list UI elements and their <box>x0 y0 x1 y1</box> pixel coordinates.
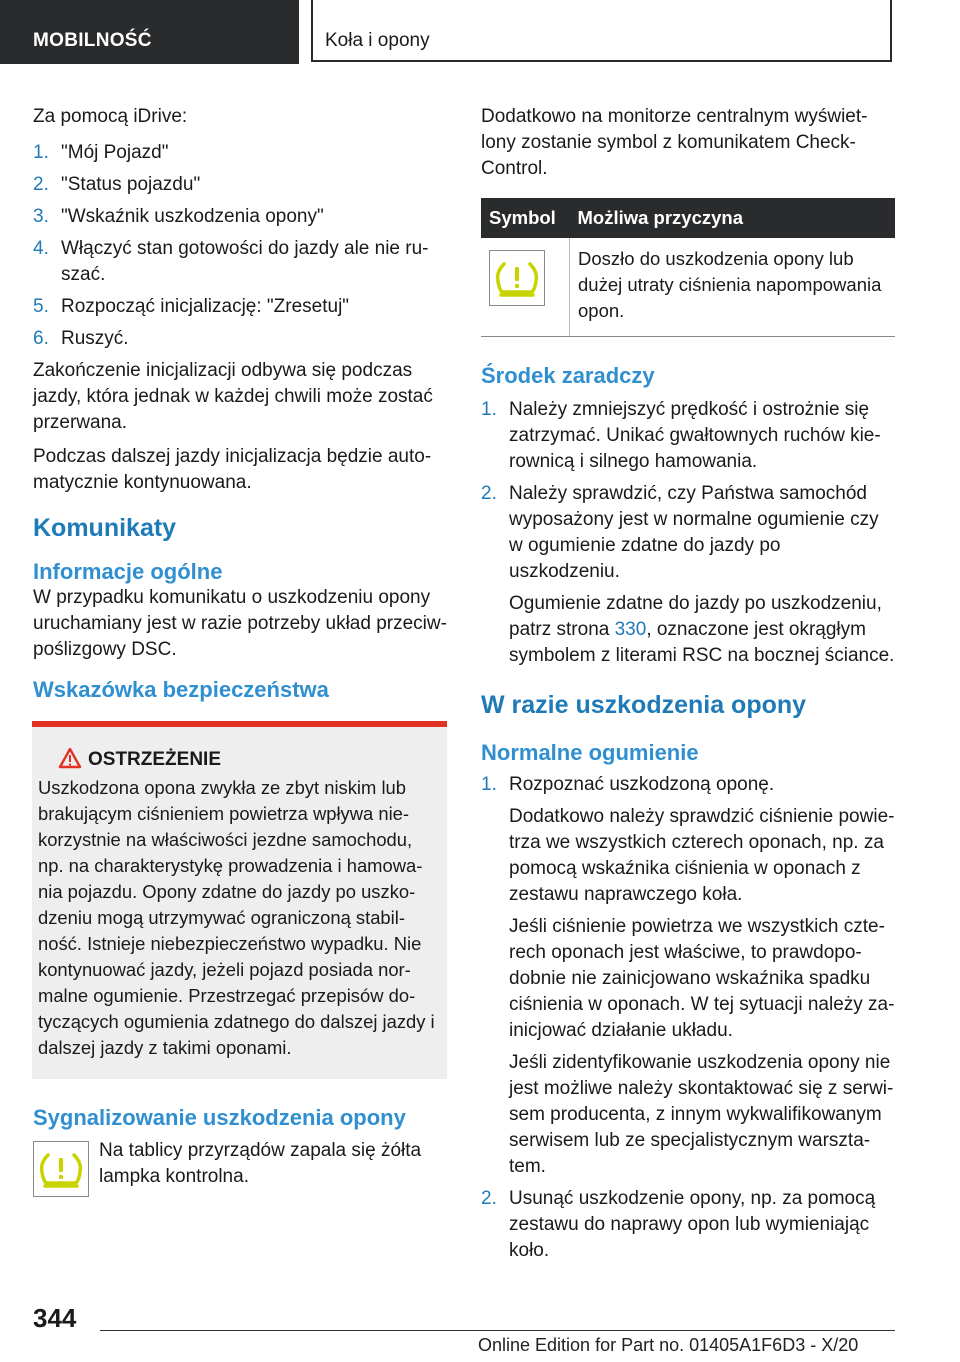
cc-intro: Dodatkowo na monitorze centralnym wyświet‐ lony zostanie symbol z komunikatem Check- Control. <box>481 106 868 179</box>
list-item: 6. Ruszyć. <box>33 328 129 349</box>
info-text: W przypadku komunikatu o uszkodzeniu opony uruchamiany jest w razie potrzeby układ przeciw‐ poślizgowy DSC. <box>33 587 447 660</box>
list-item: 2. Należy sprawdzić, czy Państwa samochód wyposażony jest w normalne ogumienie czy w ogumienie zdatne do jazdy po uszkodzeniu. Ogumienie zdatne do jazdy po uszkodzeniu, patrz strona 330, oznaczone jest okrągłym symbolem z literami RSC na bocznej ściance. <box>481 481 895 669</box>
page-number: 344 <box>33 1303 77 1333</box>
heading-remedy: Środek zaradczy <box>481 363 655 388</box>
right-column <box>481 104 895 1264</box>
page-link[interactable]: 330 <box>614 619 647 640</box>
idrive-steps <box>33 140 447 352</box>
warning-icon <box>58 747 82 769</box>
edition-text: Online Edition for Part no. 01405A1F6D3 - X/20 <box>478 1335 859 1355</box>
step1-paragraph: Jeśli ciśnienie powietrza we wszystkich czte‐ rech oponach jest właściwe, to prawdopo‐ dobnie nie zainicjowano wskaźnika spadku ciśnienia w oponach. W tej sytuacji należy za‐ inicjować działanie układu. <box>509 916 895 1041</box>
heading-komunikaty: Komunikaty <box>33 514 177 542</box>
list-item: 1. "Mój Pojazd" <box>33 142 169 163</box>
tire-pressure-lamp-icon <box>489 250 545 306</box>
list-item: 2. "Status pojazdu" <box>33 174 201 195</box>
heading-damage: W razie uszkodzenia opony <box>481 691 807 719</box>
chapter-title: Koła i opony <box>325 30 430 51</box>
damage-steps <box>481 772 895 1264</box>
heading-signal: Sygnalizowanie uszkodzenia opony <box>33 1105 406 1130</box>
heading-normal: Normalne ogumienie <box>481 740 699 765</box>
list-item: 3. "Wskaźnik uszkodzenia opony" <box>33 206 324 227</box>
table-row <box>481 238 895 337</box>
step1-paragraph: Dodatkowo należy sprawdzić ciśnienie powie‐ trza we wszystkich czterech oponach, np. za pomocą wskaźnika ciśnienia w oponach z zestawu naprawczego koła. <box>509 806 895 905</box>
list-item: 4. Włączyć stan gotowości do jazdy ale nie ru‐ szać. <box>33 238 429 285</box>
footer-divider <box>100 1330 895 1331</box>
warning-box <box>32 721 447 1079</box>
idrive-intro: Za pomocą iDrive: <box>33 106 188 127</box>
warning-title: OSTRZEŻENIE <box>88 749 222 770</box>
heading-safety: Wskazówka bezpieczeństwa <box>33 677 329 702</box>
symbol-cell <box>481 238 570 337</box>
list-item: 5. Rozpocząć inicjalizację: "Zresetuj" <box>33 296 350 317</box>
left-column <box>33 104 447 1201</box>
warning-text: Uszkodzona opona zwykła ze zbyt niskim lub brakującym ciśnieniem powietrza wpływa nie‐ korzystnie na właściwości jezdne samochodu, np. na charakterystykę prowadzenia i hamowa‐ nia pojazdu. Opony zdatne do jazdy po uszko‐ dzeniu mogą utrzymywać ograniczoną stabil‐ ność. Istnieje niebezpieczeństwo wypadku. Nie kontynuować jazdy, jeżeli pojazd posiada nor‐ malne ogumienie. Przestrzegać przepisów do‐ tyczących ogumienia zdatnego do dalszej jazdy i dalszej jazdy z takimi oponami. <box>38 777 435 1058</box>
tire-pressure-lamp-icon <box>33 1141 89 1197</box>
list-item: 2. Usunąć uszkodzenie opony, np. za pomocą zestawu do naprawy opon lub wymieniając koło. <box>481 1188 876 1261</box>
rsc-note: Ogumienie zdatne do jazdy po uszkodzeniu, patrz strona 330, oznaczone jest okrągłym symbolem z literami RSC na bocznej ściance. <box>509 593 895 666</box>
signal-row <box>33 1141 447 1201</box>
table-header-symbol: Symbol <box>481 198 570 238</box>
table-header-cause: Możliwa przyczyna <box>570 198 896 238</box>
heading-info: Informacje ogólne <box>33 559 223 584</box>
section-title: MOBILNOŚĆ <box>33 30 152 51</box>
signal-text: Na tablicy przyrządów zapala się żółta lampka kontrolna. <box>99 1140 422 1187</box>
header-chapter <box>311 0 892 62</box>
header-section <box>0 0 299 64</box>
cause-cell: Doszło do uszkodzenia opony lub dużej utraty ciśnienia napompowania opon. <box>570 238 896 337</box>
remedy-steps <box>481 397 895 669</box>
step1-paragraph: Jeśli zidentyfikowanie uszkodzenia opony nie jest możliwe należy skontaktować się z serwi‐ sem producenta, z innym wykwalifikowanym serwisem lub ze specjalistycznym warszta‐ tem. <box>509 1052 894 1177</box>
continue-paragraph: Podczas dalszej jazdy inicjalizacja będzie auto‐ matycznie kontynuowana. <box>33 446 432 493</box>
list-item: 1. Rozpoznać uszkodzoną oponę. Dodatkowo należy sprawdzić ciśnienie powie‐ trza we wszystkich czterech oponach, np. za pomocą wskaźnika ciśnienia w oponach z zestawu naprawczego koła. Jeśli ciśnienie powietrza we wszystkich czte‐ rech oponach jest właściwe, to prawdopo‐ dobnie nie zainicjowano wskaźnika spadku ciśnienia w oponach. W tej sytuacji należy za‐ inicjować działanie układu. Jeśli zidentyfikowanie uszkodzenia opony nie jest możliwe należy skontaktować się z serwi‐ sem producenta, z innym wykwalifikowanym serwisem lub ze specjalistycznym warszta‐ tem. <box>481 772 895 1180</box>
list-item: 1. Należy zmniejszyć prędkość i ostrożnie się zatrzymać. Unikać gwałtownych ruchów kie‐ rownicą i silnego hamowania. <box>481 399 881 472</box>
init-paragraph: Zakończenie inicjalizacji odbywa się podczas jazdy, która jednak w każdej chwili może zostać przerwana. <box>33 360 433 433</box>
symbol-table <box>481 198 895 337</box>
